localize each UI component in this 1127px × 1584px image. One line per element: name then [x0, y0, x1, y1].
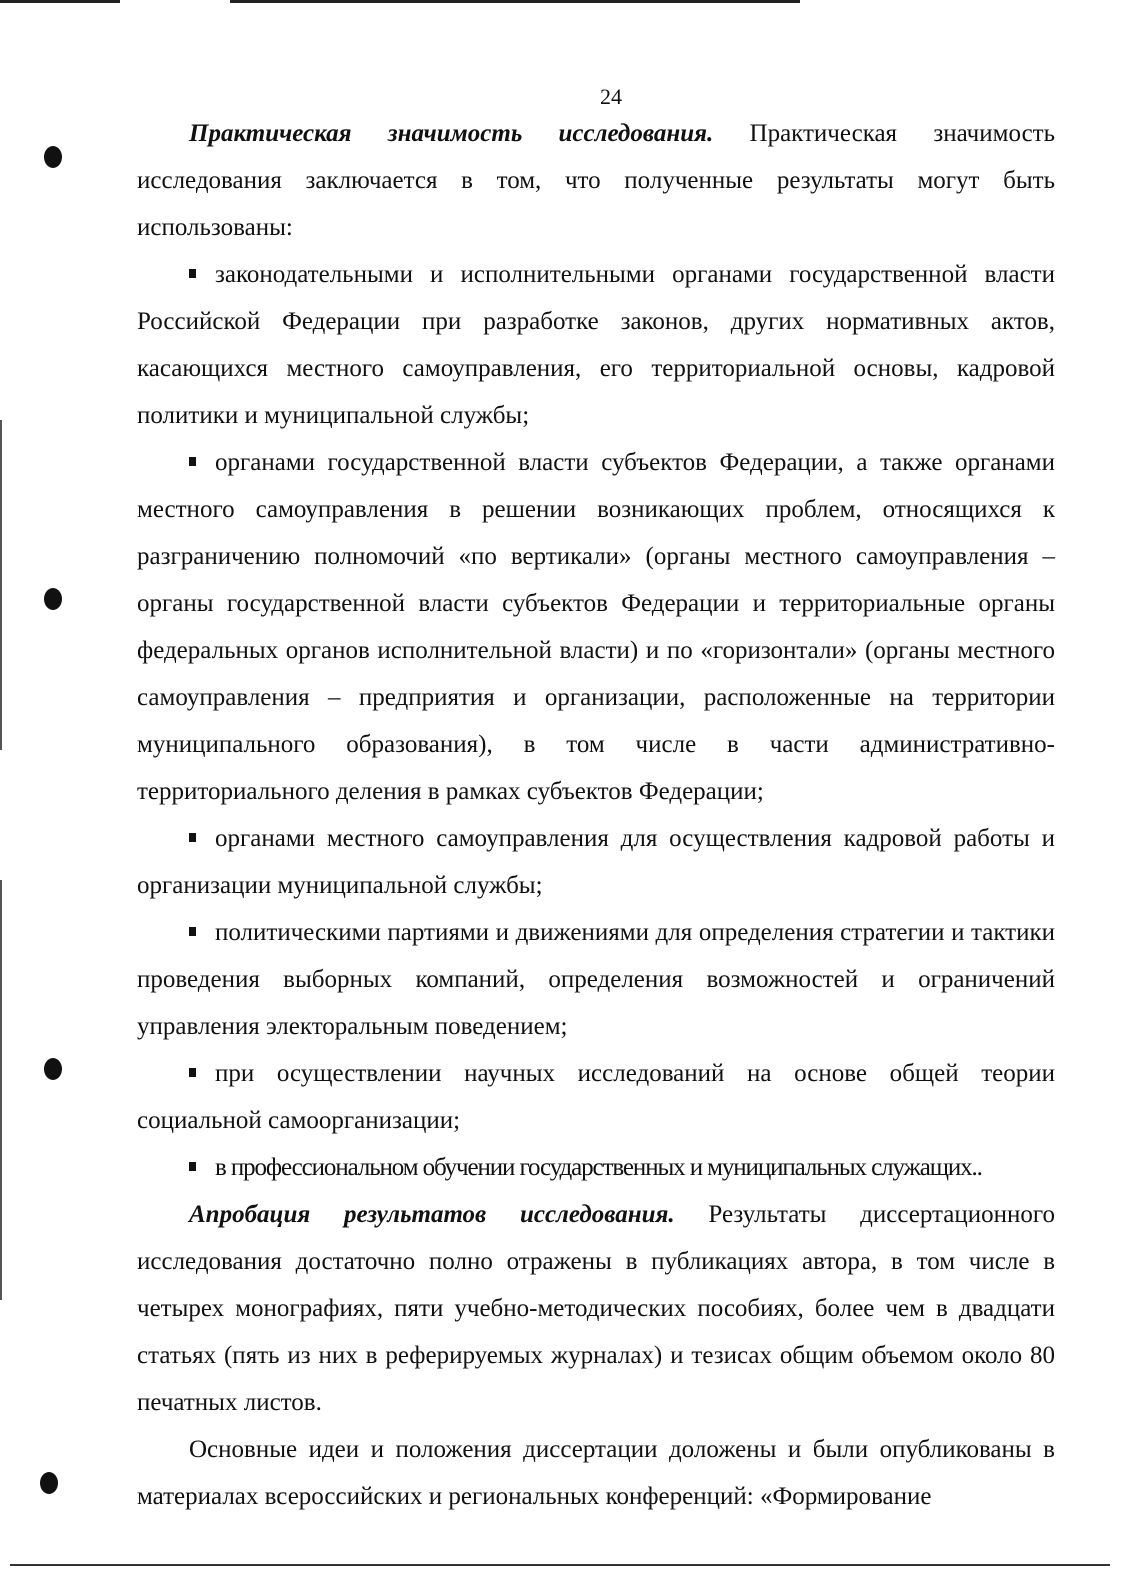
practical-significance-heading: Практическая значимость исследования.: [189, 120, 714, 147]
list-item: [137, 251, 1055, 439]
scan-edge-top: [230, 0, 800, 3]
page-number: 24: [600, 84, 622, 109]
practical-significance-paragraph: [137, 110, 1055, 251]
list-item-text: органами государственной власти субъектов Федерации, а также органами местного самоуправления в решении возникающих проблем, относящихся к разграничению полномочий «по вертикали» (органы местного самоуправления – органы государственной власти субъектов Федерации и территориальные органы федеральных органов исполнительной власти) и по «горизонтали» (органы местного самоуправления – предприятия и организации, расположенные на территории муниципального образования), в том числе в части административно-территориального деления в рамках субъектов Федерации;: [137, 449, 1055, 805]
approbation-text: Результаты диссертационного исследования достаточно полно отражены в публикациях автора, в том числе в четырех монографиях, пяти учебно-методических пособиях, более чем в двадцати статьях (пять из них в реферируемых журналах) и тезисах общим объемом около 80 печатных листов.: [137, 1201, 1056, 1416]
bullet-icon: [189, 1050, 215, 1097]
punch-hole-mark: [44, 1058, 62, 1080]
list-item: [137, 909, 1055, 1050]
list-item-text: законодательными и исполнительными органами государственной власти Российской Федерации при разработке законов, других нормативных актов, касающихся местного самоуправления, его территориальной основы, кадровой политики и муниципальной службы;: [137, 261, 1055, 429]
bullet-icon: [189, 251, 215, 298]
list-item: [137, 1050, 1055, 1144]
list-item: [137, 439, 1055, 815]
list-item-text: органами местного самоуправления для осуществления кадровой работы и организации муниципальной службы;: [137, 825, 1055, 899]
practical-significance-text: Практическая значимость исследования заключается в том, что полученные результаты могут быть использованы:: [137, 120, 1055, 241]
punch-hole-mark: [44, 588, 62, 610]
list-item: [137, 1144, 1055, 1191]
list-item-text: в профессиональном обучении государственных и муниципальных служащих..: [215, 1154, 982, 1181]
list-item-text: политическими партиями и движениями для определения стратегии и тактики проведения выборных компаний, определения возможностей и ограничений управления электоральным поведением;: [137, 919, 1055, 1040]
bullet-icon: [189, 1144, 215, 1191]
scan-edge-top: [0, 0, 120, 3]
list-item-text: при осуществлении научных исследований на основе общей теории социальной самоорганизации;: [137, 1060, 1055, 1134]
scan-edge-left: [0, 880, 2, 1300]
approbation-paragraph: [137, 1191, 1055, 1426]
scan-edge-bottom: [10, 1564, 1110, 1566]
approbation-heading: Апробация результатов исследования.: [189, 1201, 675, 1228]
punch-hole-mark: [40, 1472, 58, 1494]
list-item: [137, 815, 1055, 909]
document-body: [137, 110, 1055, 1520]
bullet-icon: [189, 815, 215, 862]
punch-hole-mark: [44, 146, 62, 168]
bullet-icon: [189, 439, 215, 486]
scan-edge-left: [0, 420, 2, 750]
bullet-icon: [189, 909, 215, 956]
conferences-paragraph: Основные идеи и положения диссертации доложены и были опубликованы в материалах всероссийских и региональных конференций: «Формирование: [137, 1436, 1055, 1510]
